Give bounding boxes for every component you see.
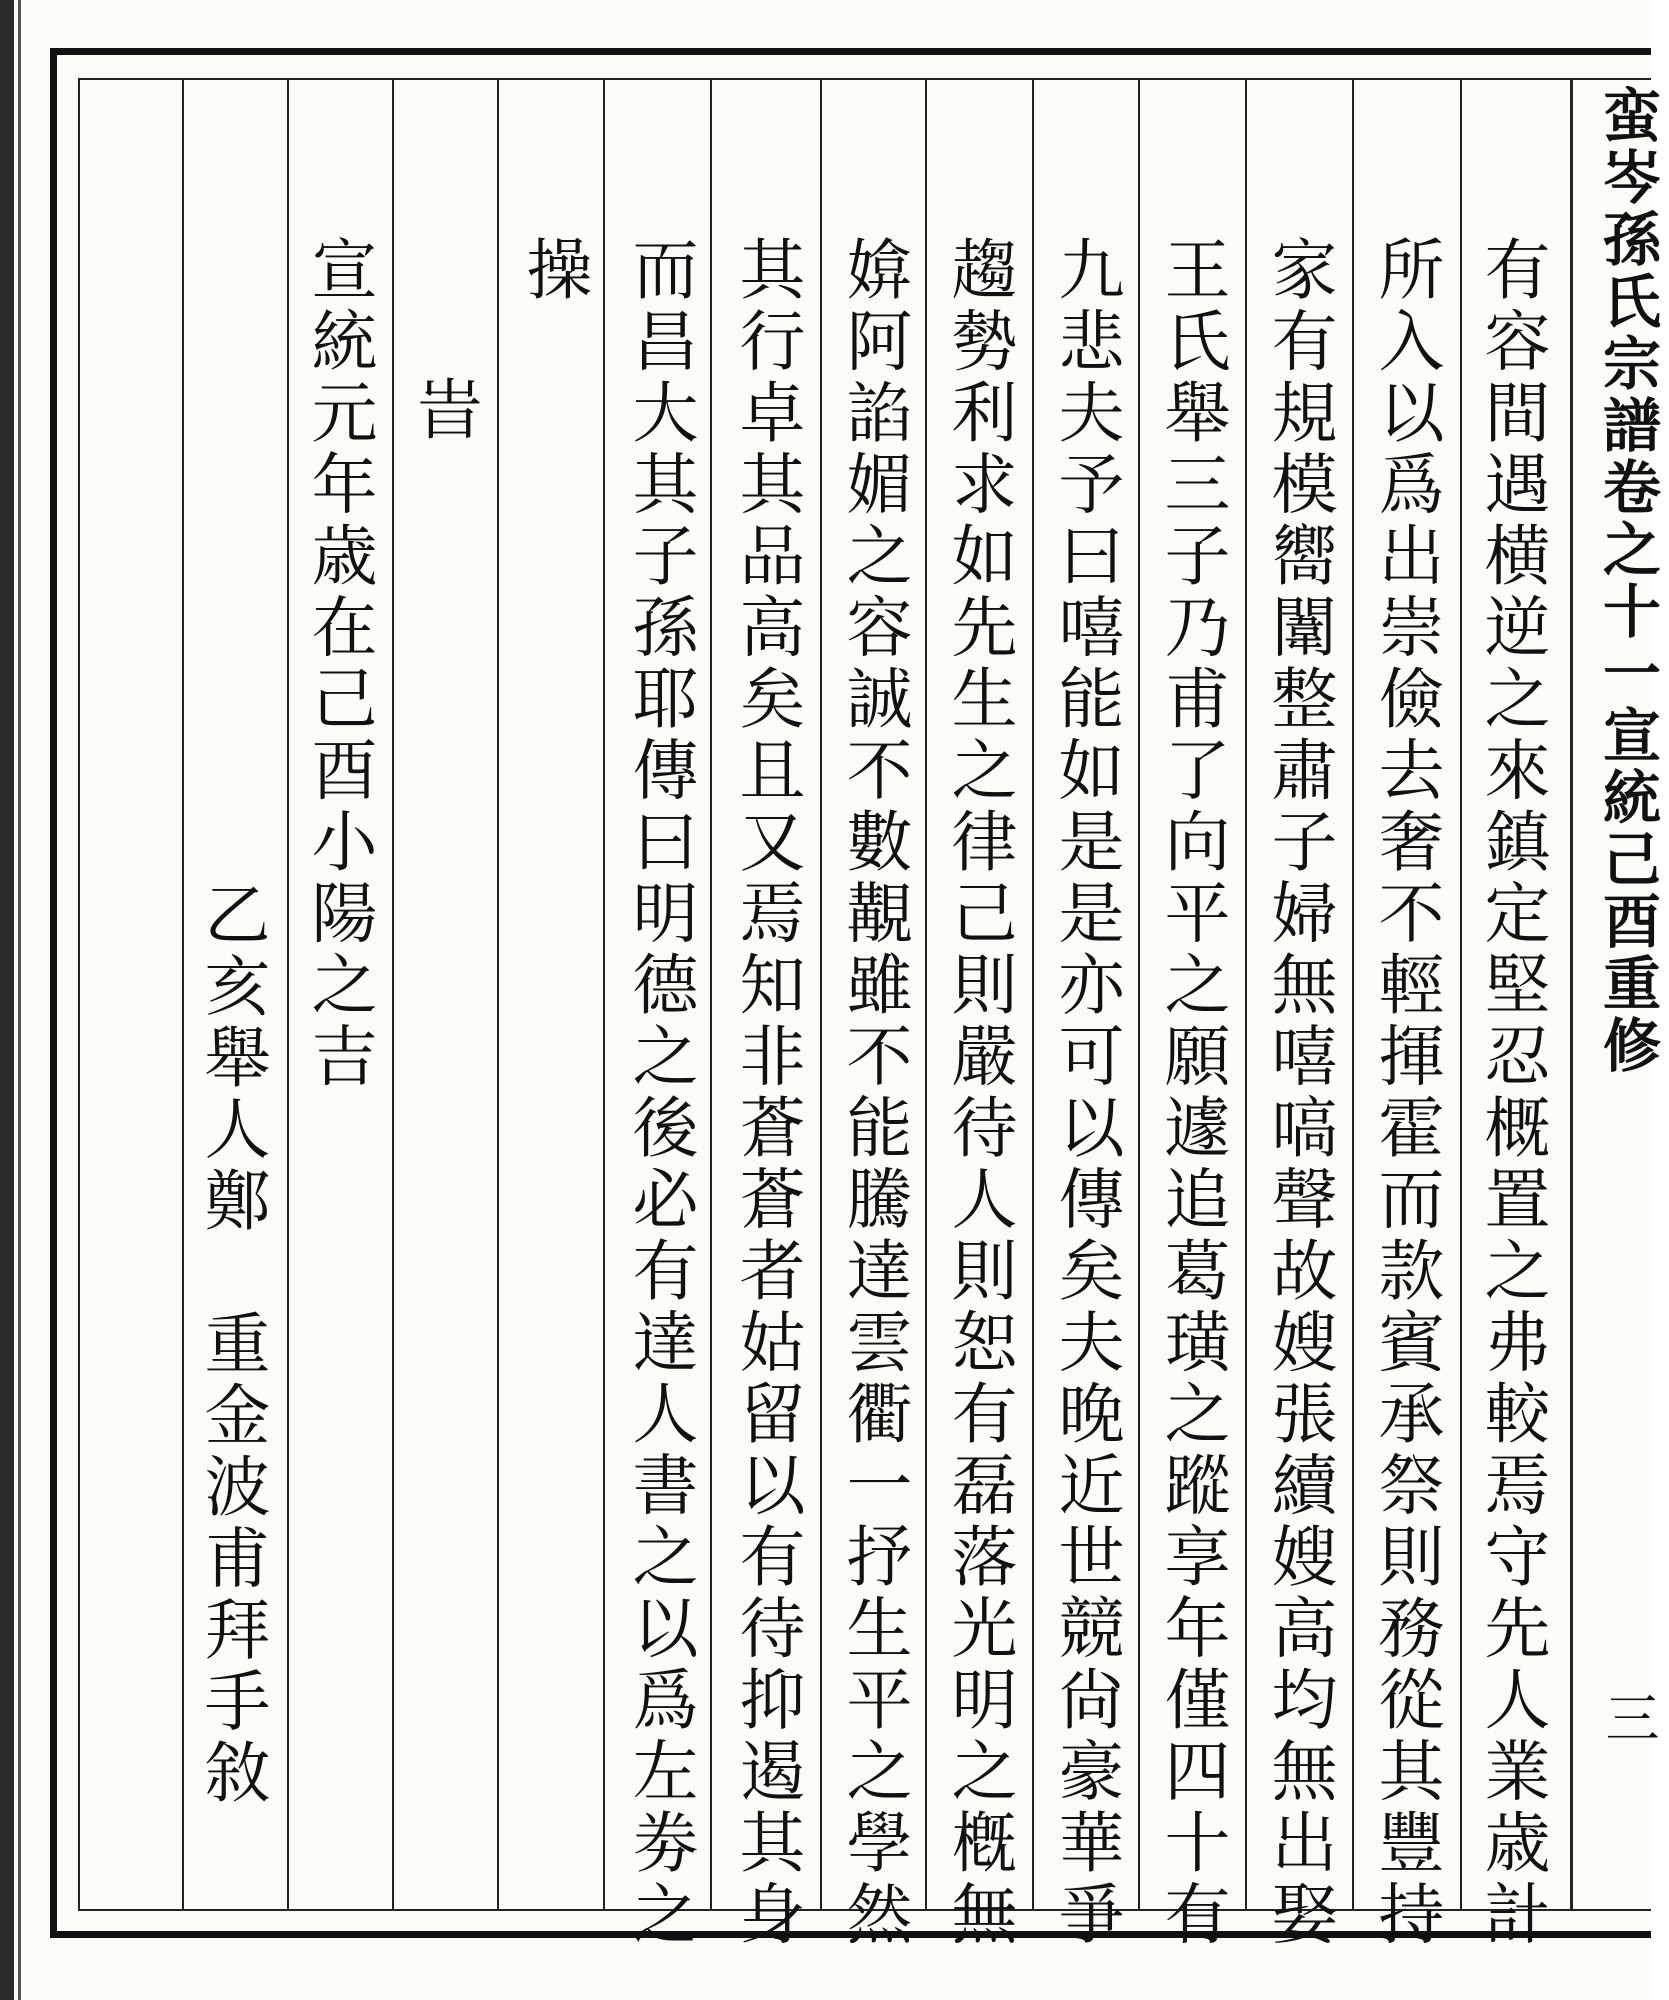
column-rule (1352, 80, 1354, 1910)
column-rule (182, 80, 184, 1910)
banner-edition: 宣統己酉重修 (1593, 705, 1661, 1077)
column-rule (710, 80, 712, 1910)
column-rule (925, 80, 927, 1910)
text-column: 而昌大其子孫耶傳曰明德之後必有達人書之以爲左劵之 (621, 235, 698, 1951)
column-rule (1032, 80, 1034, 1910)
text-column: 九悲夫予曰嘻能如是是亦可以傳矣夫晚近世競尙豪華爭 (1047, 235, 1124, 1951)
left-page-edge-rule (18, 0, 21, 2000)
date-line: 宣統元年歳在己酉小陽之吉 (300, 235, 377, 1093)
column-rule (392, 80, 394, 1910)
left-page-edge (0, 0, 14, 2000)
column-rule (1138, 80, 1140, 1910)
text-column: 王氏舉三子乃甫了向平之願遽追葛璜之蹤享年僅四十有 (1153, 235, 1230, 1951)
text-column: 趨勢利求如先生之律己則嚴待人則恕有磊落光明之槪無 (940, 235, 1017, 1951)
banner-title: 蛮岑孫氏宗譜 (1593, 85, 1661, 457)
banner-page-number: 三 (1597, 1690, 1660, 1744)
text-column: 其行卓其品高矣且又焉知非蒼蒼者姑留以有待抑遏其身 (728, 235, 805, 1951)
text-column: 所入以爲出崇儉去奢不輕揮霍而款賓承祭則務從其豐持 (1367, 235, 1444, 1951)
column-rule (497, 80, 499, 1910)
text-column: 媕阿諂媚之容誠不數覯雖不能騰達雲衢一抒生平之學然 (835, 235, 912, 1951)
text-column: 有容間遇横逆之來鎮定堅忍概置之弗較焉守先人業歳計 (1473, 235, 1550, 1951)
column-rule (603, 80, 605, 1910)
column-rule (1245, 80, 1247, 1910)
text-column: 操 (515, 235, 592, 307)
column-rule (287, 80, 289, 1910)
text-column: 家有規模嚮闈整肅子婦無嘻嗃聲故嫂張續嫂高均無出娶 (1260, 235, 1337, 1951)
column-rule (820, 80, 822, 1910)
author-line: 乙亥舉人鄭 重金波甫拜手敘 (193, 880, 270, 1810)
date-prefix: 旹 (405, 375, 482, 447)
column-rule (1460, 80, 1462, 1910)
banner-volume: 卷之十一 (1593, 457, 1661, 705)
banner-text (1585, 85, 1669, 1077)
